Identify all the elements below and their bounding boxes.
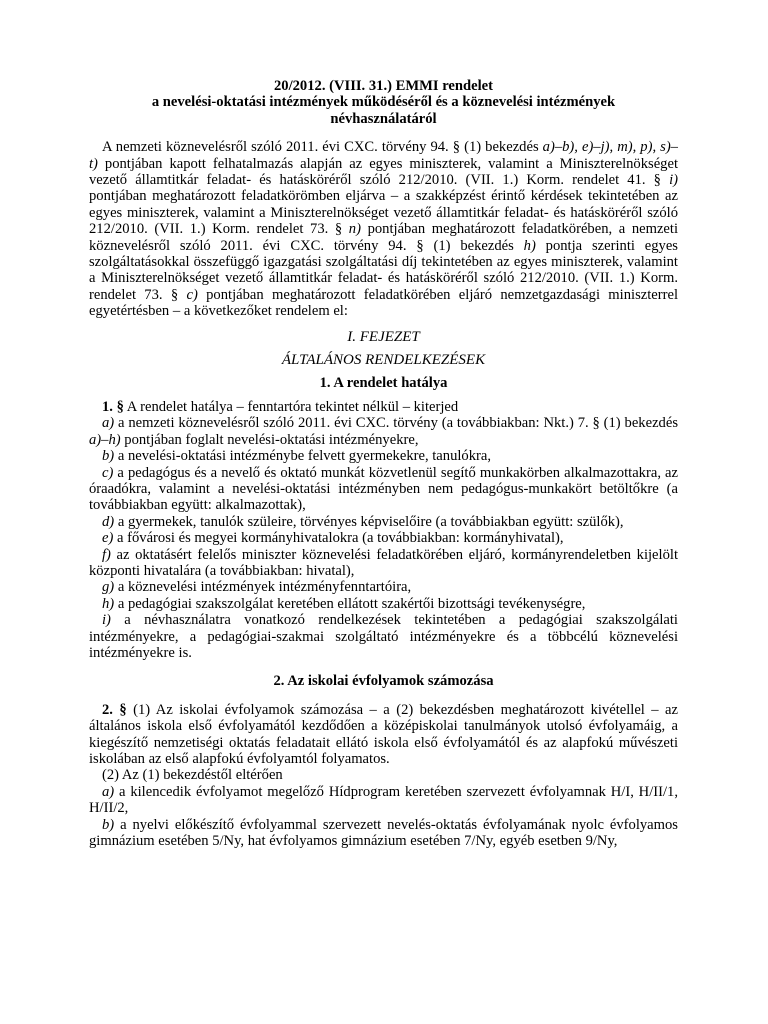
paragraph-2-1: 2. § (1) Az iskolai évfolyamok számozása – a (2) bekezdésben meghatározott kivétellel – az általános iskola első évfolyamától kezdődően a középiskolai tanulmányok utolsó évfolyamáig, a kiegészítő nemzetiségi oktatás feladatait ellátó iskola első évfolyamától és az alapfokú művészeti iskolában az első alapfokú évfolyamtól folyamatos. (89, 701, 678, 768)
section1-item: h) a pedagógiai szakszolgálat keretében ellátott szakértői bizottsági tevékenységre, (102, 595, 586, 612)
chapter-number: I. FEJEZET (347, 328, 420, 345)
section1-item-list (89, 415, 678, 661)
section1-item: a) a nemzeti köznevelésről szóló 2011. évi CXC. törvény (a továbbiakban: Nkt.) 7. § (1) bekezdés a)–h) pontjában foglalt nevelési-oktatási intézményekre, (89, 415, 678, 448)
section1-item: f) az oktatásért felelős miniszter köznevelési feladatkörében eljáró, kormányrendeletben kijelölt központi hivatalára (a továbbiakban: hivatal), (89, 546, 678, 579)
section1-item: e) a fővárosi és megyei kormányhivatalokra (a továbbiakban: kormányhivatal), (102, 530, 564, 547)
document-content (89, 78, 678, 849)
decree-number: 20/2012. (VIII. 31.) EMMI rendelet (273, 78, 494, 94)
paragraph-1-intro: 1. § A rendelet hatálya – fenntartóra tekintet nélkül – kiterjed (102, 398, 459, 415)
section2-item: b) a nyelvi előkészítő évfolyammal szervezett nevelés-oktatás évfolyamának nyolc évfolyamos gimnázium esetében 5/Ny, hat évfolyamos gimnázium esetében 7/Ny, egyéb esetben 9/Ny, (89, 816, 678, 850)
section2-item-list (89, 784, 678, 850)
section1-item: c) a pedagógus és a nevelő és oktató munkát közvetlenül segítő munkakörben alkalmazottakra, az óraadókra, valamint a nevelési-oktatási intézményben nem pedagógus-munkakört betöltőkre (a továbbiakban együtt: alkalmazottak), (89, 464, 678, 514)
section2-item: a) a kilencedik évfolyamot megelőző Hídprogram keretében szervezett évfolyamnak H/I, H/II/1, H/II/2, (89, 783, 678, 817)
preamble: A nemzeti köznevelésről szóló 2011. évi CXC. törvény 94. § (1) bekezdés a)–b), e)–j), m), p), s)–t) pontjában kapott felhatalmazás alapján az egyes miniszterek, valamint a Miniszterelnökséget vezető államtitkár feladat- és hatásköréről szóló 212/2010. (VII. 1.) Korm. rendelet 41. § i) pontjában meghatározott feladatkörömben eljárva – a szakképzést érintő kérdések tekintetében az egyes miniszterek, valamint a Miniszterelnökséget vezető államtitkár feladat- és hatásköréről szóló 212/2010. (VII. 1.) Korm. rendelet 73. § n) pontjában meghatározott feladatkörében, a nemzeti köznevelésről szóló 2011. évi CXC. törvény 94. § (1) bekezdés h) pontja szerinti egyes szolgáltatásokkal összefüggő igazgatási szolgáltatási díj tekintetében az egyes miniszterek, valamint a Miniszterelnökséget vezető államtitkár feladat- és hatásköréről szóló 212/2010. (VII. 1.) Korm. rendelet 73. § c) pontjában meghatározott feladatkörében eljáró nemzetgazdasági miniszterrel egyetértésben – a következőket rendelem el: (89, 139, 679, 320)
section-heading-2: 2. Az iskolai évfolyamok számozása (273, 673, 494, 690)
chapter-title: ÁLTALÁNOS RENDELKEZÉSEK (281, 352, 486, 369)
section1-item: i) a névhasználatra vonatkozó rendelkezések tekintetében a pedagógiai szakszolgálati intézményekre, a pedagógiai-szakmai szolgáltató intézményekre és a többcélú köznevelési intézményekre is. (89, 612, 678, 661)
paragraph-2-2: (2) Az (1) bekezdéstől eltérően (102, 767, 283, 784)
section1-item: g) a köznevelési intézmények intézményfenntartóira, (102, 579, 412, 596)
decree-title-line-end: névhasználatáról (330, 110, 437, 127)
section1-item: d) a gyermekek, tanulók szüleire, törvényes képviselőire (a továbbiakban együtt: szülők), (102, 513, 624, 530)
decree-title-line: a nevelési-oktatási intézmények működéséről és a köznevelési intézmények (151, 94, 616, 111)
section-heading-1: 1. A rendelet hatálya (319, 374, 448, 391)
section1-item: b) a nevelési-oktatási intézménybe felvett gyermekekre, tanulókra, (102, 448, 492, 465)
